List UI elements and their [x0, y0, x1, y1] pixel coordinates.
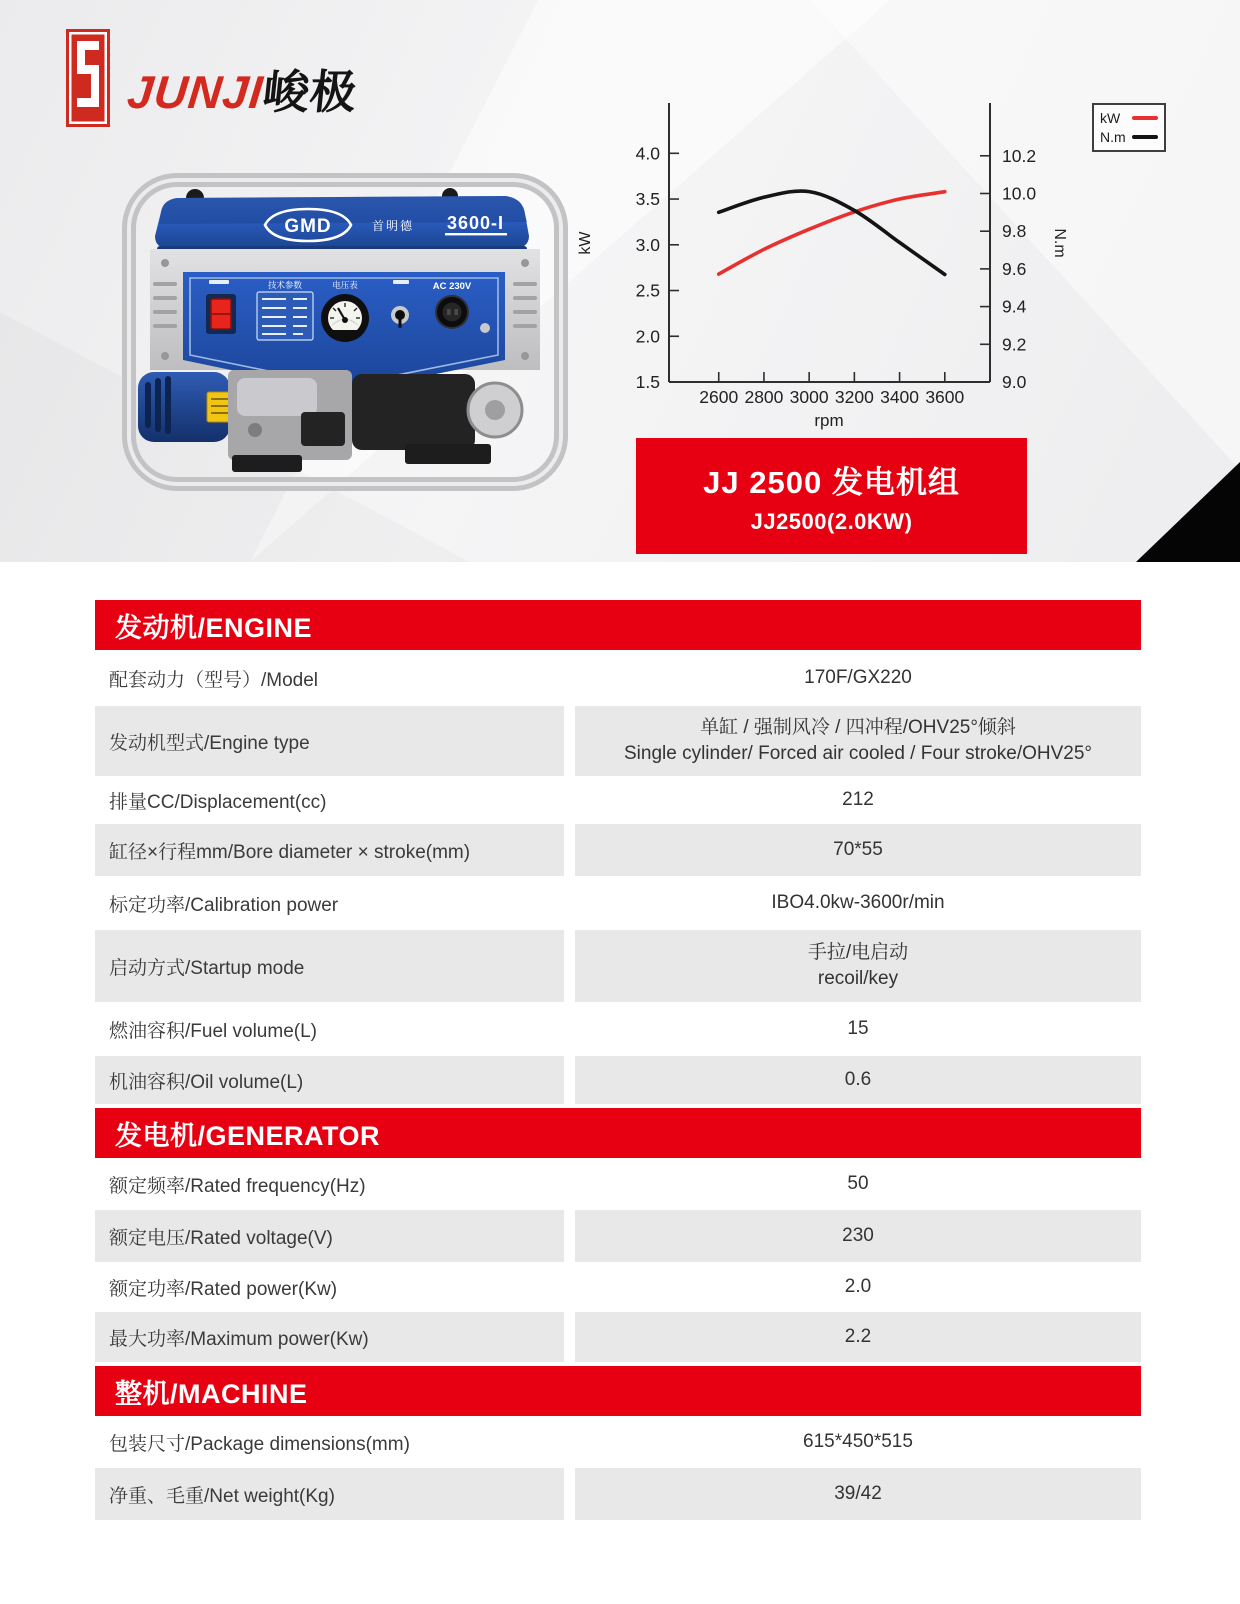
legend-label: N.m	[1100, 128, 1126, 145]
row-value: 2.0	[844, 1276, 872, 1298]
table-row	[95, 650, 1141, 706]
section-header-machine: 整机/MACHINE	[95, 1366, 1141, 1416]
chart-axes	[636, 103, 1037, 407]
legend-swatch-kw	[1132, 116, 1158, 120]
chart-legend	[1092, 103, 1166, 152]
tank-model-label: 3600-I	[447, 213, 505, 233]
svg-text:9.6: 9.6	[1002, 258, 1027, 279]
x-axis-label: rpm	[814, 411, 844, 430]
svg-text:2800: 2800	[744, 387, 784, 407]
row-value: 70*55	[833, 839, 883, 861]
svg-text:3.0: 3.0	[635, 234, 660, 255]
row-label: 最大功率/Maximum power(Kw)	[95, 1312, 564, 1362]
performance-chart	[575, 85, 1115, 450]
table-row	[95, 706, 1141, 776]
row-label: 启动方式/Startup mode	[95, 930, 564, 1002]
row-value-line2: Single cylinder/ Forced air cooled / Four stroke/OHV25°	[623, 743, 1093, 764]
corner-decor-triangle	[1136, 462, 1240, 562]
table-row	[95, 1468, 1141, 1520]
row-value: 15	[847, 1018, 869, 1040]
tank-text: 首明德	[372, 219, 415, 233]
table-row	[95, 930, 1141, 1002]
row-label: 燃油容积/Fuel volume(L)	[109, 1020, 317, 1042]
svg-text:10.2: 10.2	[1002, 145, 1037, 166]
spec-table	[95, 600, 1141, 1520]
row-label: 缸径×行程mm/Bore diameter × stroke(mm)	[95, 824, 564, 876]
ac-outlet	[436, 296, 468, 328]
start-switch	[206, 294, 236, 334]
row-label: 发动机型式/Engine type	[95, 706, 564, 776]
right-axis-label: N.m	[1051, 228, 1068, 258]
table-row	[95, 776, 1141, 824]
row-value: 39/42	[834, 1483, 882, 1505]
panel-meter-label: 电压表	[332, 280, 358, 290]
legend-item-nm	[1100, 127, 1158, 146]
row-label: 机油容积/Oil volume(L)	[95, 1056, 564, 1104]
svg-text:2600: 2600	[699, 387, 739, 407]
product-subtitle: JJ2500(2.0KW)	[750, 509, 913, 534]
table-row	[95, 1002, 1141, 1056]
left-axis-label: kW	[577, 231, 594, 255]
row-value: 50	[847, 1173, 869, 1195]
brand-latin: JUNJI	[124, 66, 266, 118]
row-value: 230	[842, 1225, 874, 1247]
svg-text:9.2: 9.2	[1002, 334, 1027, 355]
engine-assembly	[138, 370, 522, 472]
legend-label: kW	[1100, 109, 1121, 126]
row-value-line2: recoil/key	[817, 968, 899, 989]
svg-text:3600: 3600	[925, 387, 965, 407]
svg-text:3.5: 3.5	[635, 189, 660, 210]
row-label: 配套动力（型号）/Model	[109, 669, 319, 691]
svg-text:9.4: 9.4	[1002, 296, 1027, 317]
row-label: 额定电压/Rated voltage(V)	[95, 1210, 564, 1262]
svg-text:3400: 3400	[880, 387, 920, 407]
row-value: IBO4.0kw-3600r/min	[771, 892, 945, 914]
foot	[405, 444, 491, 464]
row-value: 2.2	[844, 1326, 872, 1348]
brand-name	[125, 56, 361, 122]
svg-text:2.0: 2.0	[635, 326, 660, 347]
table-row	[95, 1210, 1141, 1262]
product-title: JJ 2500 发电机组	[703, 465, 960, 500]
table-row	[95, 824, 1141, 876]
legend-swatch-nm	[1132, 135, 1158, 139]
svg-text:3000: 3000	[789, 387, 829, 407]
svg-text:1.5: 1.5	[635, 372, 660, 392]
table-row	[95, 1262, 1141, 1312]
row-label: 额定频率/Rated frequency(Hz)	[109, 1175, 366, 1197]
brand-logo-icon	[66, 29, 110, 132]
table-row	[95, 1416, 1141, 1468]
table-row	[95, 1312, 1141, 1362]
fuel-tank	[155, 196, 529, 253]
table-row	[95, 1158, 1141, 1210]
row-label: 包装尺寸/Package dimensions(mm)	[109, 1433, 410, 1455]
panel-caption	[209, 280, 229, 284]
row-label: 净重、毛重/Net weight(Kg)	[95, 1468, 564, 1520]
product-banner	[636, 438, 1027, 554]
row-value: 170F/GX220	[804, 667, 912, 689]
tank-badge-text: GMD	[284, 216, 332, 237]
section-header-engine: 发动机/ENGINE	[95, 600, 1141, 650]
svg-text:9.0: 9.0	[1002, 372, 1027, 392]
hero-section	[0, 0, 1240, 562]
spec-plate	[257, 292, 313, 340]
svg-text:2.5: 2.5	[635, 280, 660, 301]
ground-screw	[480, 323, 490, 333]
chart-series	[719, 191, 945, 274]
brand-cn: 峻极	[260, 66, 360, 118]
panel-outlet-label: AC 230V	[432, 281, 472, 292]
panel-spec-label: 技术参数	[267, 280, 303, 290]
foot	[232, 455, 302, 472]
svg-text:9.8: 9.8	[1002, 221, 1027, 242]
row-label: 额定功率/Rated power(Kw)	[109, 1278, 338, 1300]
row-label: 标定功率/Calibration power	[109, 894, 339, 916]
svg-text:4.0: 4.0	[635, 143, 660, 164]
table-row	[95, 876, 1141, 930]
row-value: 0.6	[844, 1069, 872, 1091]
generator-product-image	[105, 160, 585, 510]
svg-text:10.0: 10.0	[1002, 183, 1037, 204]
svg-text:3200: 3200	[834, 387, 874, 407]
row-value: 手拉/电启动	[807, 942, 909, 964]
row-value: 单缸 / 强制风冷 / 四冲程/OHV25°倾斜	[700, 717, 1016, 739]
panel-caption	[393, 280, 409, 284]
row-label: 排量CC/Displacement(cc)	[109, 791, 327, 813]
row-value: 212	[842, 789, 874, 811]
legend-item-kw	[1100, 108, 1158, 127]
row-value: 615*450*515	[803, 1431, 913, 1453]
voltmeter-gauge	[321, 294, 369, 342]
section-header-generator: 发电机/GENERATOR	[95, 1108, 1141, 1158]
table-row	[95, 1056, 1141, 1104]
